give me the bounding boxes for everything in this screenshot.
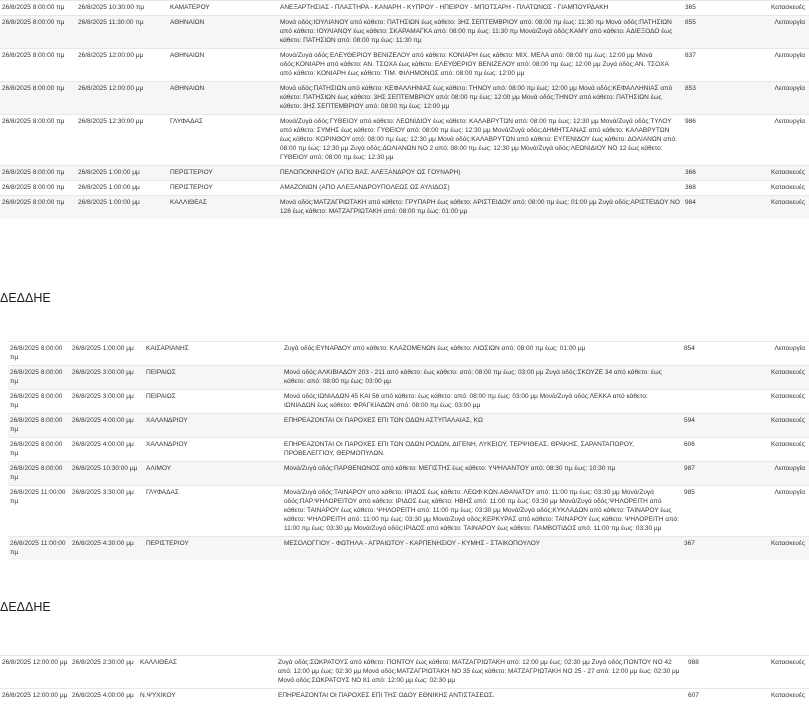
cell-number: 594 <box>682 414 753 438</box>
cell-type: Κατασκευές <box>753 196 809 220</box>
cell-start: 26/8/2025 8:00:00 πμ <box>8 390 70 414</box>
cell-start: 26/8/2025 8:00:00 πμ <box>0 49 76 82</box>
outage-row <box>0 82 809 115</box>
cell-number: 367 <box>682 537 753 561</box>
cell-area: Ν.ΨΥΧΙΚΟΥ <box>140 692 176 699</box>
cell-datetime <box>70 656 276 689</box>
cell-start: 26/8/2025 8:00:00 πμ <box>0 82 76 115</box>
cell-streets: ΜΕΣΟΛΟΓΓΙΟΥ - ΦΩΤΗΛΑ - ΑΓΡΑΙΩΤΟΥ - ΚΑΡΠΕΝΗΣΙΟΥ - ΚΥΜΗΣ - ΣΤΑΙΚΟΠΟΥΛΟΥ <box>282 537 682 561</box>
cell-streets: Μονά οδός:ΙΟΥΛΙΑΝΟΥ από κάθετο: ΠΑΤΗΣΙΩΝ έως κάθετο: 3ΗΣ ΣΕΠΤΕΜΒΡΙΟΥ από: 08:00 πμ έως: 11:30 πμ Μονά οδός:ΠΑΤΗΣΙΩΝ από κάθετο: ΙΟΥΛΙΑΝΟΥ έως κάθετο: ΣΚΑΡΑΜΑΓΚΑ από: 08:00 πμ έως: 11:30 πμ Μονά/Ζυγά οδός:ΚΑΜΥ από κάθετο: ΑΔΙΕΞΟΔΟ έως κάθετο: ΠΑΤΗΣΙΩΝ από: 08:00 πμ έως: 11:30 πμ <box>278 16 683 49</box>
cell-number: 854 <box>682 342 753 366</box>
cell-type: Κατασκευές <box>753 1 809 16</box>
outage-table-3 <box>0 655 809 703</box>
cell-area: ΠΕΡΙΣΤΕΡΙΟΥ <box>144 537 282 561</box>
cell-streets: Μονά/Ζυγά οδός:ΕΛΕΥΘΕΡΙΟΥ ΒΕΝΙΖΕΛΟΥ από κάθετο: ΚΟΝΙΑΡΗ έως κάθετο: ΜΙΧ. ΜΕΛΑ από: 08:00 πμ έως: 12:00 μμ Μονά οδός:ΚΟΝΙΑΡΗ από κάθετο: ΑΝ. ΤΣΟΧΑ έως κάθετο: ΕΛΕΥΘΕΡΙΟΥ ΒΕΝΙΖΕΛΟΥ από: 08:00 πμ έως: 12:00 μμ Ζυγά οδός:ΑΝ. ΤΣΟΧΑ από κάθετο: ΚΟΝΙΑΡΗ έως κάθετο: ΤΙΜ. ΦΙΛΗΜΟΝΟΣ από: 08:00 πμ έως: 12:00 μμ <box>278 49 683 82</box>
cell-area: ΚΑΛΛΙΘΕΑΣ <box>168 196 278 220</box>
cell-area: ΓΛΥΦΑΔΑΣ <box>168 115 278 166</box>
cell-start: 26/8/2025 11:00:00 πμ <box>8 537 70 561</box>
cell-end: 26/8/2025 4:30:00 μμ <box>70 537 144 561</box>
outage-row <box>8 414 809 438</box>
outage-row <box>0 1 809 16</box>
cell-type: Κατασκευές <box>753 390 809 414</box>
cell-area: ΚΑΛΛΙΘΕΑΣ <box>140 659 177 666</box>
outage-row <box>0 656 809 689</box>
cell-start: 26/8/2025 8:00:00 πμ <box>8 342 70 366</box>
cell-streets: ΕΠΗΡΕΑΖΟΝΤΑΙ ΟΙ ΠΑΡΟΧΕΣ ΕΠΙ ΤΩΝ ΟΔΩΝ ΑΣΤΥΠΑΛΑΙΑΣ, ΚΩ <box>282 414 682 438</box>
cell-streets: ΕΠΗΡΕΑΖΟΝΤΑΙ ΟΙ ΠΑΡΟΧΕΣ ΕΠΙ ΤΩΝ ΟΔΩΝ ΡΟΔΩΝ, ΔΙΓΕΝΗ, ΛΥΚΕΙΟΥ, ΤΕΡΨΙΘΕΑΣ, ΘΡΑΚΗΣ, ΣΑΡΑΝΤΑΠΟΡΟΥ, ΠΡΟΒΕΛΕΓΓΙΟΥ, ΘΕΡΜΟΠΥΛΩΝ. <box>282 438 682 462</box>
cell-datetime <box>70 689 276 704</box>
cell-area: ΓΛΥΦΑΔΑΣ <box>144 486 282 537</box>
cell-end: 26/8/2025 10:30:00 μμ <box>70 462 144 486</box>
cell-number: 988 <box>686 656 743 689</box>
cell-streets: Μονά/Ζυγά οδός:ΓΥΘΕΙΟΥ από κάθετο: ΛΕΩΝΙΔΙΟΥ έως κάθετο: ΚΑΛΑΒΡΥΤΩΝ από: 08:00 πμ έως: 12:30 μμ Μονά/Ζυγά οδός:ΤΥΛΟΥ από κάθετο: ΣΥΜΗΣ έως κάθετο: ΓΥΘΕΙΟΥ από: 08:00 πμ έως: 12:30 μμ Μονά/Ζυγά οδός:ΔΗΜΗΤΣΑΝΑΣ από κάθετο: ΚΑΛΑΒΡΥΤΩΝ έως κάθετο: ΚΟΡΙΝΘΟΥ από: 08:00 πμ έως: 12:30 μμ Μονά οδός:ΚΑΛΑΒΡΥΤΩΝ από κάθετο: ΕΥΓΕΝΙΔΟΥ έως κάθετο: ΔΟΛΙΑΝΩΝ από: 08:00 πμ έως: 12:30 μμ Ζυγά οδός:ΔΟΛΙΑΝΩΝ ΝΟ 2 από: 08:00 πμ έως: 12:30 μμ Μονά/Ζυγά οδός:ΛΕΩΝΙΔΙΟΥ ΝΟ 12 έως κάθετο: ΓΥΘΕΙΟΥ από: 08:00 πμ έως: 12:30 μμ <box>278 115 683 166</box>
outage-table-1-body <box>0 1 809 220</box>
outage-row <box>0 115 809 166</box>
cell-streets: Μονά οδός:ΑΛΚΙΒΙΑΔΟΥ 203 - 211 από κάθετο: έως κάθετο: από: 08:00 πμ έως: 03:00 μμ Ζυγά οδός:ΣΚΟΥΖΕ 34 από κάθετο: έως κάθετο: από: 08:00 πμ έως: 03:00 μμ <box>282 366 682 390</box>
cell-streets: ΑΜΑΖΟΝΩΝ (ΑΠΟ ΑΛΕΞΑΝΔΡΟΥΠΟΛΕΩΣ ΩΣ ΑΥΛΙΔΟΣ) <box>278 181 683 196</box>
cell-number: 985 <box>682 486 753 537</box>
outage-row <box>8 537 809 561</box>
cell-number: 855 <box>683 16 753 49</box>
cell-end: 26/8/2025 1:00:00 μμ <box>76 181 168 196</box>
cell-end: 26/8/2025 12:30:00 μμ <box>76 115 168 166</box>
outage-row <box>8 438 809 462</box>
cell-area: ΠΕΡΙΣΤΕΡΙΟΥ <box>168 166 278 181</box>
outage-table-2-body <box>8 342 809 561</box>
cell-end: 26/8/2025 12:00:00 μμ <box>76 82 168 115</box>
cell-start: 26/8/2025 8:00:00 πμ <box>0 16 76 49</box>
outage-row <box>0 689 809 704</box>
cell-end: 26/8/2025 3:30:00 μμ <box>70 486 144 537</box>
cell-number <box>682 366 753 390</box>
cell-type: Λειτουργία <box>753 486 809 537</box>
cell-area: ΑΛΙΜΟΥ <box>144 462 282 486</box>
cell-type: Λειτουργία <box>753 82 809 115</box>
cell-streets: ΕΠΗΡΕΑΖΟΝΤΑΙ ΟΙ ΠΑΡΟΧΕΣ ΕΠΙ ΤΗΣ ΟΔΟΥ ΕΘΝΙΚΗΣ ΑΝΤΙΣΤΑΣΕΩΣ. <box>276 689 686 704</box>
cell-number <box>682 390 753 414</box>
cell-area: ΑΘΗΝΑΙΩΝ <box>168 49 278 82</box>
cell-area: ΚΑΜΑΤΕΡΟΥ <box>168 1 278 16</box>
cell-end: 26/8/2025 1:00:00 μμ <box>70 342 144 366</box>
cell-type: Λειτουργία <box>753 462 809 486</box>
cell-number: 837 <box>683 49 753 82</box>
cell-number: 853 <box>683 82 753 115</box>
cell-start: 26/8/2025 8:00:00 πμ <box>0 166 76 181</box>
cell-type: Κατασκευές <box>753 181 809 196</box>
cell-area: ΚΑΙΣΑΡΙΑΝΗΣ <box>144 342 282 366</box>
cell-end: 26/8/2025 3:00:00 μμ <box>70 390 144 414</box>
cell-start: 26/8/2025 8:00:00 πμ <box>8 414 70 438</box>
cell-streets: Μονά οδός:ΜΑΤΖΑΓΡΙΩΤΑΚΗ από κάθετο: ΓΡΥΠΑΡΗ έως κάθετο: ΑΡΙΣΤΕΙΔΟΥ από: 08:00 πμ έως: 01:00 μμ Ζυγά οδός:ΑΡΙΣΤΕΙΔΟΥ ΝΟ 128 έως κάθετο: ΜΑΤΖΑΓΡΙΩΤΑΚΗ από: 08:00 πμ έως: 01:00 μμ <box>278 196 683 220</box>
outage-row <box>8 390 809 414</box>
cell-end: 26/8/2025 3:00:00 μμ <box>70 366 144 390</box>
cell-number: 984 <box>683 196 753 220</box>
cell-area: ΧΑΛΑΝΔΡΙΟΥ <box>144 414 282 438</box>
cell-streets: Μονά οδός:ΠΑΤΗΣΙΩΝ από κάθετο: ΚΕΦΑΛΛΗΝΙΑΣ έως κάθετο: ΤΗΝΟΥ από: 08:00 πμ έως: 12:00 μμ Μονά οδός:ΚΕΦΑΛΛΗΝΙΑΣ από κάθετο: ΠΑΤΗΣΙΩΝ έως κάθετο: 3ΗΣ ΣΕΠΤΕΜΒΡΙΟΥ από: 08:00 πμ έως: 12:00 μμ Μονά οδός:ΤΗΝΟΥ από κάθετο: ΠΑΤΗΣΙΩΝ έως κάθετο: 3ΗΣ ΣΕΠΤΕΜΒΡΙΟΥ από: 08:00 πμ έως: 12:00 μμ <box>278 82 683 115</box>
cell-start: 26/8/2025 11:00:00 πμ <box>8 486 70 537</box>
cell-area: ΠΕΙΡΑΙΩΣ <box>144 366 282 390</box>
cell-type: Λειτουργία <box>753 49 809 82</box>
cell-streets: Ζυγά οδός:ΣΩΚΡΑΤΟΥΣ από κάθετο: ΠΟΝΤΟΥ έως κάθετο: ΜΑΤΖΑΓΡΙΩΤΑΚΗ από: 12:00 μμ έως: 02:30 μμ Ζυγά οδός:ΠΟΝΤΟΥ ΝΟ 42 από: 12:00 μμ έως: 02:30 μμ Μονά οδός:ΜΑΤΖΑΓΡΙΩΤΑΚΗ ΝΟ 35 έως κάθετο: ΜΑΤΖΑΓΡΙΩΤΑΚΗ ΝΟ 25 - 27 από: 12:00 μμ έως: 02:30 μμ Μονά οδός:ΣΩΚΡΑΤΟΥΣ ΝΟ 81 από: 12:00 μμ έως: 02:30 μμ <box>276 656 686 689</box>
cell-start: 26/8/2025 8:00:00 πμ <box>0 1 76 16</box>
cell-streets: Μονά/Ζυγά οδός:ΤΑΙΝΑΡΟΥ από κάθετο: ΙΡΙΔΟΣ έως κάθετο: ΛΕΩΦ.ΚΩΝ.ΑΘΑΝΑΤΟΥ από: 11:00 πμ έως: 03:30 μμ Μονά/Ζυγά οδός:ΠΑΡ.ΨΗΛΟΡΕΙΤΟΥ από κάθετο: ΙΡΙΔΟΣ έως κάθετο: ΗΒΗΣ από: 11:00 πμ έως: 03:30 μμ Μονά/Ζυγά οδός:ΨΗΛΟΡΕΙΤΗ από κάθετο: ΤΑΙΝΑΡΟΥ έως κάθετο: ΨΗΛΟΡΕΙΤΗ από: 11:00 πμ έως: 03:30 μμ Μονά/Ζυγά οδός:ΚΥΚΛΑΔΩΝ από κάθετο: ΤΑΙΝΑΡΟΥ έως κάθετο: ΨΗΛΟΡΕΙΤΗ από: 11:00 πμ έως: 03:30 μμ Μονά/Ζυγά οδός:ΚΕΡΚΥΡΑΣ από κάθετο: ΤΑΙΝΑΡΟΥ έως κάθετο: ΨΗΛΟΡΕΙΤΗ από: 11:00 πμ έως: 03:30 μμ Μονά/Ζυγά οδός:ΙΡΙΔΟΣ από κάθετο: ΤΑΙΝΑΡΟΥ έως κάθετο: ΠΑΜΒΟΤΙΔΟΣ από: 11:00 πμ έως: 03:30 μμ <box>282 486 682 537</box>
cell-start: 26/8/2025 8:00:00 πμ <box>8 438 70 462</box>
cell-end: 26/8/2025 1:00:00 μμ <box>76 196 168 220</box>
outage-row <box>0 166 809 181</box>
cell-type: Κατασκευές <box>753 537 809 561</box>
section-heading-3: ΔΕΔΔΗΕ <box>0 600 51 614</box>
cell-streets: ΠΕΛΟΠΟΝΝΗΣΟΥ (ΑΠΟ ΒΑΣ. ΑΛΕΞΑΝΔΡΟΥ ΩΣ ΓΟΥΝΑΡΗ) <box>278 166 683 181</box>
outage-row <box>0 196 809 220</box>
outage-row <box>0 181 809 196</box>
cell-area: ΑΘΗΝΑΙΩΝ <box>168 82 278 115</box>
cell-number: 607 <box>686 689 743 704</box>
cell-area: ΠΕΡΙΣΤΕΡΙΟΥ <box>168 181 278 196</box>
cell-area: ΠΕΙΡΑΙΩΣ <box>144 390 282 414</box>
outage-table-2 <box>8 341 809 560</box>
cell-end: 26/8/2025 12:00:00 μμ <box>76 49 168 82</box>
cell-type: Λειτουργία <box>753 16 809 49</box>
cell-start: 26/8/2025 12:00:00 μμ <box>0 689 70 704</box>
cell-type: Κατασκευές <box>753 414 809 438</box>
outage-table-1 <box>0 0 809 219</box>
cell-type: Κατασκευές <box>753 366 809 390</box>
outage-row <box>0 16 809 49</box>
outage-row <box>0 49 809 82</box>
cell-type: Λειτουργία <box>753 115 809 166</box>
cell-start: 26/8/2025 8:00:00 πμ <box>8 462 70 486</box>
outage-row <box>8 342 809 366</box>
cell-type: Κατασκευές <box>753 166 809 181</box>
cell-end: 26/8/2025 1:00:00 μμ <box>76 166 168 181</box>
cell-end: 26/8/2025 2:30:00 μμ <box>72 659 134 666</box>
cell-streets: Μονά/Ζυγά οδός:ΠΑΡΘΕΝΩΝΟΣ από κάθετο: ΜΕΓΙΣΤΗΣ έως κάθετο: ΥΨΗΛΑΝΤΟΥ από: 08:30 πμ έως: 10:30 πμ <box>282 462 682 486</box>
cell-number: 986 <box>683 115 753 166</box>
cell-area: ΑΘΗΝΑΙΩΝ <box>168 16 278 49</box>
cell-type: Κατασκευές <box>743 689 809 704</box>
outage-table-3-body <box>0 656 809 704</box>
cell-end: 26/8/2025 10:30:00 πμ <box>76 1 168 16</box>
cell-streets: Ζυγά οδός:ΕΥΝΑΡΔΟΥ από κάθετο: ΚΛΑΖΟΜΕΝΩΝ έως κάθετο: ΛΙΟΣΙΩΝ από: 08:00 πμ έως: 01:00 μμ <box>282 342 682 366</box>
cell-number: 368 <box>683 181 753 196</box>
section-heading-2: ΔΕΔΔΗΕ <box>0 291 51 305</box>
cell-type: Κατασκευές <box>753 438 809 462</box>
cell-start: 26/8/2025 8:00:00 πμ <box>0 115 76 166</box>
cell-end: 26/8/2025 11:30:00 πμ <box>76 16 168 49</box>
cell-start: 26/8/2025 8:00:00 πμ <box>8 366 70 390</box>
outage-row <box>8 462 809 486</box>
cell-streets: ΑΝΕΞΑΡΤΗΣΙΑΣ - ΠΛΑΣΤΗΡΑ - ΚΑΝΑΡΗ - ΚΥΠΡΟΥ - ΗΠΕΙΡΟΥ - ΜΠΟΤΣΑΡΗ - ΠΛΑΤΩΝΟΣ - ΓΙΑΜΠΟΥΡΔΑΚΗ <box>278 1 683 16</box>
cell-streets: Μονά οδός:ΙΩΝΙΑΔΩΝ 45 ΚΑΙ 56 από κάθετο: έως κάθετο: από: 08:00 πμ έως: 03:00 μμ Μονά/Ζυγά οδός:ΛΕΚΚΑ από κάθετο: ΙΩΝΙΑΔΩΝ έως κάθετο: ΦΡΑΓΚΙΑΔΩΝ από: 08:00 πμ έως: 03:00 μμ <box>282 390 682 414</box>
cell-end: 26/8/2025 4:00:00 μμ <box>70 438 144 462</box>
cell-number: 987 <box>682 462 753 486</box>
cell-start: 26/8/2025 8:00:00 πμ <box>0 196 76 220</box>
outage-row <box>8 366 809 390</box>
cell-type: Κατασκευές <box>743 656 809 689</box>
cell-end: 26/8/2025 4:00:00 μμ <box>70 414 144 438</box>
cell-end: 26/8/2025 4:00:00 μμ <box>72 692 134 699</box>
cell-number: 606 <box>682 438 753 462</box>
cell-number: 366 <box>683 166 753 181</box>
cell-start: 26/8/2025 8:00:00 πμ <box>0 181 76 196</box>
cell-type: Λειτουργία <box>753 342 809 366</box>
outage-row <box>8 486 809 537</box>
cell-number: 365 <box>683 1 753 16</box>
cell-start: 26/8/2025 12:00:00 μμ <box>0 656 70 689</box>
cell-area: ΧΑΛΑΝΔΡΙΟΥ <box>144 438 282 462</box>
